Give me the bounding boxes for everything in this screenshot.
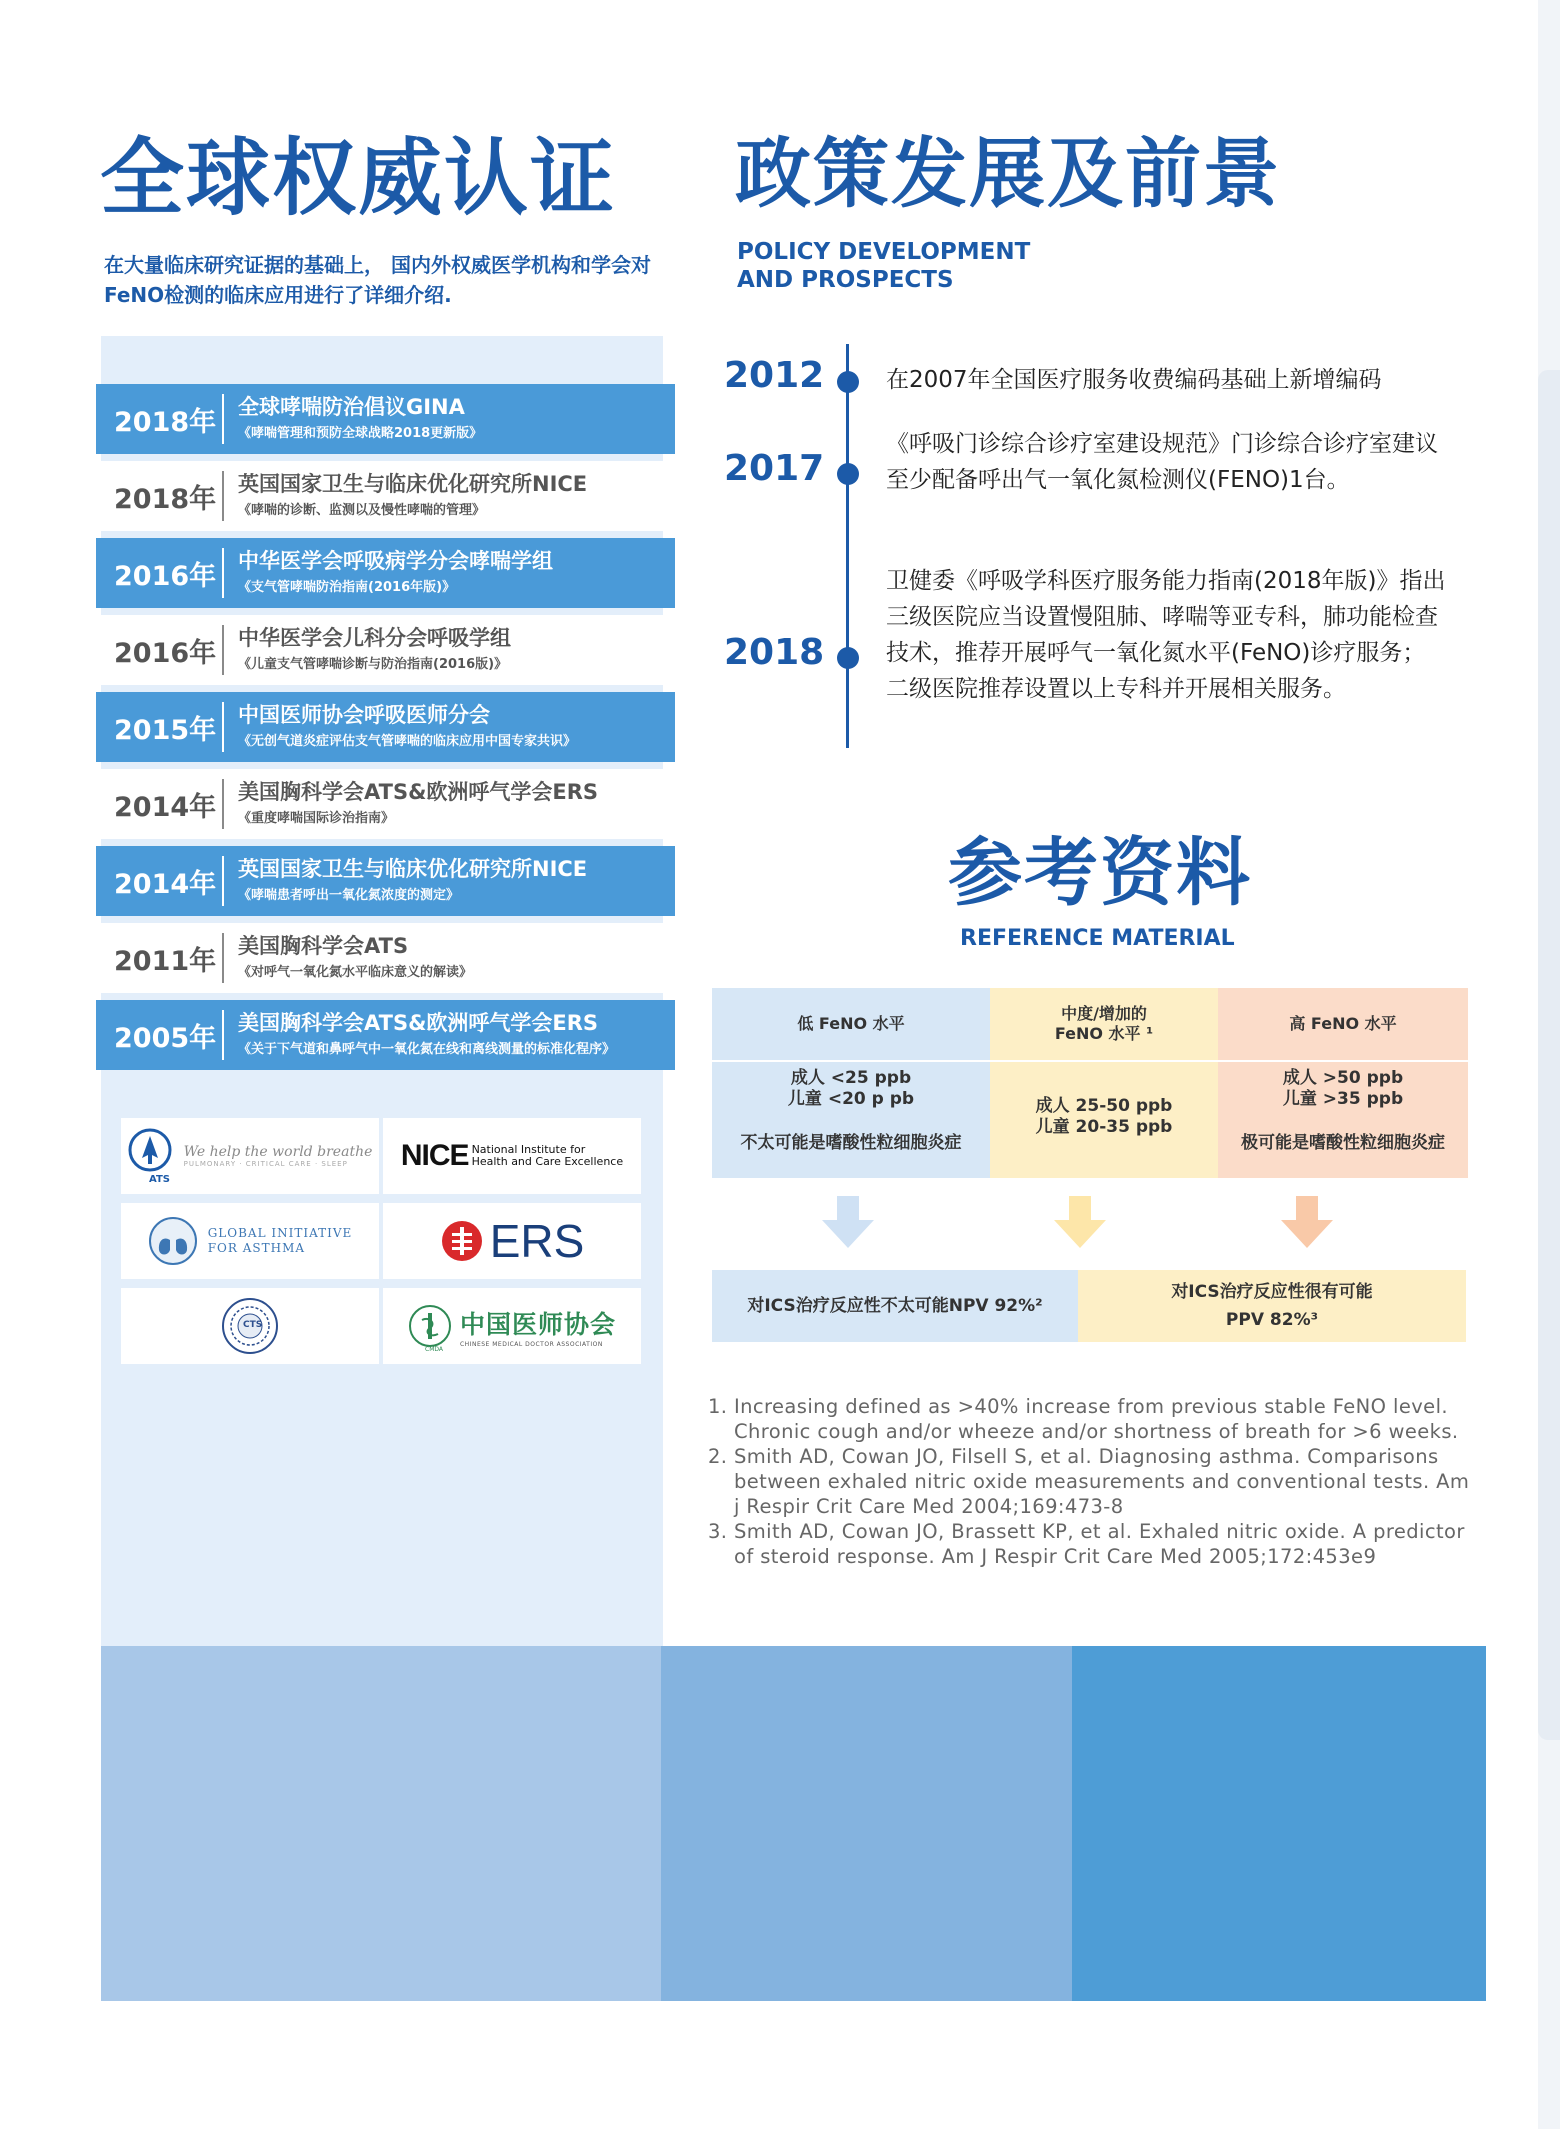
timeline-dot — [837, 647, 859, 669]
bottom-block-mid — [661, 1646, 1072, 2001]
section-title-certification: 全球权威认证 — [100, 129, 617, 227]
timeline-text: 在2007年全国医疗服务收费编码基础上新增编码 — [886, 367, 1382, 393]
ats-logo — [121, 1118, 379, 1194]
certification-year: 2014年 — [114, 869, 217, 900]
ers-emblem-icon — [440, 1219, 484, 1263]
feno-note: 极可能是嗜酸性粒细胞炎症 — [1241, 1133, 1445, 1153]
timeline-year: 2012 — [724, 355, 825, 396]
certification-name: 全球哮喘防治倡议GINA — [238, 395, 465, 419]
footnote-item: 3. Smith AD, Cowan JO, Brassett KP, et al. Exhaled nitric oxide. A predictor of steroid response. Am J Respir Crit Care Med 2005;172:453e9 — [734, 1519, 1480, 1569]
feno-child: 儿童 <20 p pb — [787, 1089, 915, 1109]
certification-desc: 《无创气道炎症评估支气管哮喘的临床应用中国专家共识》 — [238, 734, 577, 749]
certification-divider — [222, 471, 224, 521]
certification-desc: 《儿童支气管哮喘诊断与防治指南(2016版)》 — [238, 657, 508, 672]
feno-head: 高 FeNO 水平 — [1289, 1014, 1397, 1033]
certification-name: 美国胸科学会ATS — [238, 934, 409, 958]
section-title-policy: 政策发展及前景 — [735, 129, 1281, 218]
certification-row — [96, 1000, 675, 1070]
arrow-down-icon — [1277, 1196, 1337, 1250]
ers-mark: ERS — [489, 1215, 585, 1267]
result-line2: PPV 82%³ — [1225, 1310, 1319, 1330]
gina-line1: GLOBAL INITIATIVE — [207, 1226, 353, 1240]
timeline-dot — [837, 371, 859, 393]
timeline-line — [846, 344, 849, 748]
certification-desc: 《支气管哮喘防治指南(2016年版)》 — [238, 580, 456, 595]
cmda-name: 中国医师协会 — [459, 1309, 616, 1339]
certification-divider — [222, 702, 224, 752]
certification-name: 中国医师协会呼吸医师分会 — [238, 703, 490, 727]
bottom-block-light — [101, 1646, 661, 2001]
certification-name: 英国国家卫生与临床优化研究所NICE — [238, 472, 588, 496]
gina-line2: FOR ASTHMA — [207, 1241, 306, 1255]
certification-desc: 《哮喘管理和预防全球战略2018更新版》 — [238, 426, 483, 441]
certification-divider — [222, 933, 224, 983]
feno-adult: 成人 <25 ppb — [790, 1068, 912, 1088]
feno-column-high — [1218, 988, 1468, 1178]
arrow-down-icon — [1050, 1196, 1110, 1250]
feno-child: 儿童 20-35 ppb — [1035, 1117, 1173, 1137]
certification-divider — [222, 779, 224, 829]
result-line1: 对ICS治疗反应性不太可能NPV 92%² — [747, 1296, 1043, 1316]
feno-divider — [1218, 1060, 1468, 1062]
result-ppv — [1078, 1270, 1466, 1342]
feno-divider — [990, 1060, 1218, 1062]
cmda-mark: CMDA — [425, 1346, 443, 1353]
feno-child: 儿童 >35 ppb — [1282, 1089, 1404, 1109]
cmda-emblem-icon — [408, 1304, 452, 1348]
certification-row — [96, 846, 675, 916]
certification-desc: 《对呼气一氧化氮水平临床意义的解读》 — [238, 965, 473, 980]
footnotes — [710, 1394, 1480, 1569]
certification-year: 2016年 — [114, 638, 217, 669]
certification-row — [96, 692, 675, 762]
certification-divider — [222, 856, 224, 906]
certification-desc: 《关于下气道和鼻呼气中一氧化氮在线和离线测量的标准化程序》 — [238, 1042, 616, 1057]
footnote-item: 1. Increasing defined as >40% increase from previous stable FeNO level. Chronic cough and/or wheeze and/or shortness of breath for >6 weeks. — [734, 1394, 1480, 1444]
feno-note: 不太可能是嗜酸性粒细胞炎症 — [740, 1133, 962, 1153]
timeline-text: 《呼吸门诊综合诊疗室建设规范》门诊综合诊疗室建议至少配备呼出气一氧化氮检测仪(FENO)1台。 — [886, 431, 1438, 493]
policy-en-line1: POLICY DEVELOPMENT — [737, 239, 1031, 265]
ats-badge-label: ATS — [149, 1174, 170, 1185]
certification-year: 2015年 — [114, 715, 217, 746]
certification-name: 英国国家卫生与临床优化研究所NICE — [238, 857, 588, 881]
timeline-year: 2017 — [724, 448, 825, 489]
certification-year: 2018年 — [114, 484, 217, 515]
certification-year: 2011年 — [114, 946, 217, 977]
nice-line1: National Institute for — [471, 1143, 586, 1156]
certification-desc: 《哮喘的诊断、监测以及慢性哮喘的管理》 — [238, 503, 486, 518]
certification-desc: 《哮喘患者呼出一氧化氮浓度的测定》 — [238, 888, 460, 903]
cmda-en: CHINESE MEDICAL DOCTOR ASSOCIATION — [459, 1340, 603, 1348]
certification-row — [96, 615, 675, 685]
certification-divider — [222, 625, 224, 675]
certification-year: 2005年 — [114, 1023, 217, 1054]
section-title-reference: 参考资料 — [948, 830, 1252, 916]
section-subtitle-certification: 在大量临床研究证据的基础上， 国内外权威医学机构和学会对FeNO检测的临床应用进行了详细介绍. — [104, 253, 651, 307]
certification-divider — [222, 1010, 224, 1060]
ats-tagline: We help the world breathe — [183, 1144, 373, 1160]
nice-logo — [383, 1118, 641, 1194]
cts-mark: CTS — [243, 1320, 263, 1330]
result-npv — [712, 1270, 1078, 1342]
nice-line2: Health and Care Excellence — [471, 1155, 624, 1168]
gina-logo — [121, 1203, 379, 1279]
certification-name: 美国胸科学会ATS&欧洲呼气学会ERS — [238, 780, 599, 804]
certification-year: 2014年 — [114, 792, 217, 823]
section-subtitle-reference: REFERENCE MATERIAL — [960, 926, 1235, 951]
cmda-logo — [383, 1288, 641, 1364]
feno-adult: 成人 >50 ppb — [1282, 1068, 1404, 1088]
certification-row — [96, 384, 675, 454]
result-line1: 对ICS治疗反应性很有可能 — [1171, 1282, 1373, 1302]
certification-name: 中华医学会儿科分会呼吸学组 — [238, 626, 511, 650]
certification-name: 美国胸科学会ATS&欧洲呼气学会ERS — [238, 1011, 599, 1035]
timeline-text: 卫健委《呼吸学科医疗服务能力指南(2018年版)》指出三级医院应当设置慢阻肺、哮喘等亚专科，肺功能检查技术，推荐开展呼气一氧化氮水平(FeNO)诊疗服务；二级医院推荐设置以上专科并开展相关服务。 — [886, 568, 1446, 702]
feno-head: 中度/增加的 FeNO 水平 ¹ — [1054, 1004, 1154, 1043]
certification-row — [96, 538, 675, 608]
certification-divider — [222, 394, 224, 444]
certification-row — [96, 769, 675, 839]
lungs-icon — [148, 1216, 198, 1266]
bottom-block-dark — [1072, 1646, 1486, 2001]
feno-column-mid — [990, 988, 1218, 1178]
timeline-year: 2018 — [724, 632, 825, 673]
certification-desc: 《重度哮喘国际诊治指南》 — [238, 811, 395, 826]
feno-divider — [712, 1060, 990, 1062]
certification-divider — [222, 548, 224, 598]
certification-name: 中华医学会呼吸病学分会哮喘学组 — [238, 549, 553, 573]
ats-sub: PULMONARY · CRITICAL CARE · SLEEP — [183, 1160, 348, 1168]
policy-en-line2: AND PROSPECTS — [737, 267, 954, 293]
edge-card — [1538, 370, 1560, 1740]
ers-logo — [383, 1203, 641, 1279]
timeline-dot — [837, 463, 859, 485]
section-subtitle-policy — [737, 238, 1037, 294]
certification-row — [96, 461, 675, 531]
nice-mark: NICE — [400, 1139, 469, 1172]
certification-year: 2018年 — [114, 407, 217, 438]
cts-logo — [121, 1288, 379, 1364]
feno-adult: 成人 25-50 ppb — [1035, 1096, 1173, 1116]
feno-column-low — [712, 988, 990, 1178]
footnote-item: 2. Smith AD, Cowan JO, Filsell S, et al. Diagnosing asthma. Comparisons between exhaled nitric oxide measurements and conventional tests. Am j Respir Crit Care Med 2004;169:473-8 — [734, 1444, 1480, 1519]
certification-year: 2016年 — [114, 561, 217, 592]
certification-row — [96, 923, 675, 993]
arrow-down-icon — [818, 1196, 878, 1250]
feno-head: 低 FeNO 水平 — [712, 988, 990, 1060]
